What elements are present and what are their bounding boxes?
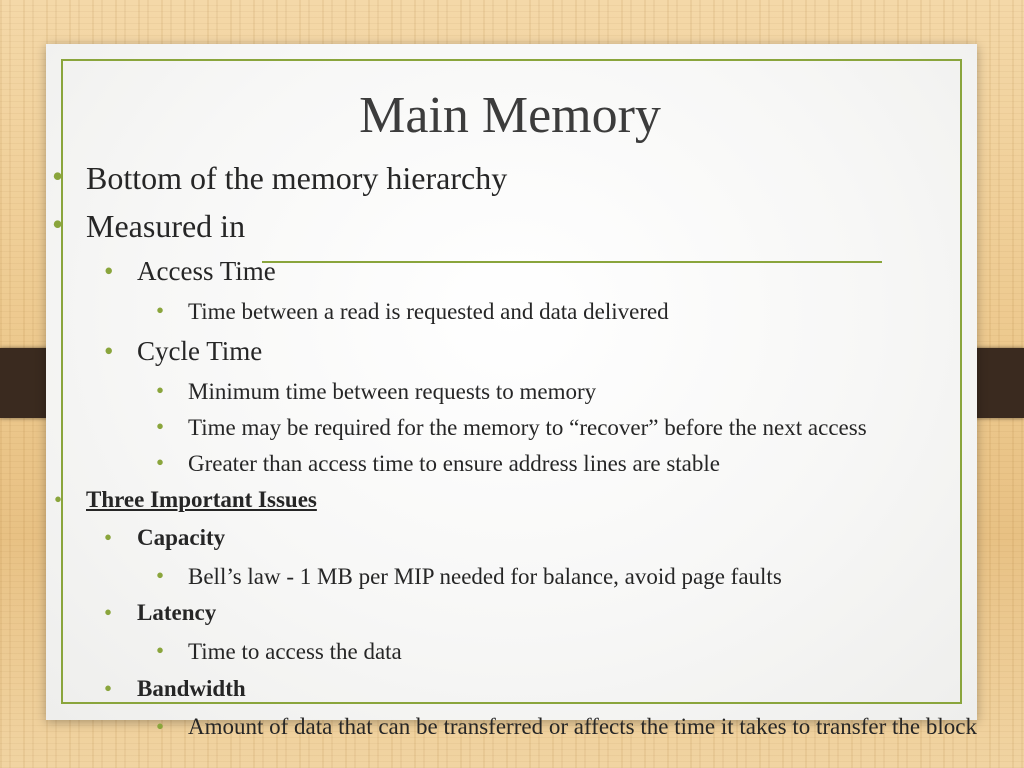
bullet-icon: • xyxy=(54,487,63,512)
bullet-item-level1: Measured in xyxy=(86,208,246,244)
slide-title: Main Memory xyxy=(359,87,661,144)
bullet-icon: • xyxy=(52,206,64,242)
bullet-icon: • xyxy=(104,256,114,286)
bullet-item-level3: Bell’s law - 1 MB per MIP needed for balance, avoid page faults xyxy=(188,564,782,589)
bullet-item-level3: Time may be required for the memory to “recover” before the next access xyxy=(188,415,867,440)
bullet-item-level3: Greater than access time to ensure address lines are stable xyxy=(188,451,720,476)
bullet-item-level3: Time to access the data xyxy=(188,639,402,664)
bullet-item-level2: Latency xyxy=(137,600,217,625)
bullet-icon: • xyxy=(104,525,113,550)
bullet-icon: • xyxy=(104,600,113,625)
bullet-icon: • xyxy=(156,563,165,588)
bullet-item-level3: Minimum time between requests to memory xyxy=(188,379,597,404)
bullet-item-level3: Amount of data that can be transferred or affects the time it takes to transfer the block xyxy=(188,714,977,739)
bullet-item-level2: Access Time xyxy=(137,256,276,286)
bullet-icon: • xyxy=(156,638,165,663)
bullet-item-level1-heading: Three Important Issues xyxy=(86,487,317,512)
bullet-icon: • xyxy=(104,336,114,366)
bullet-icon: • xyxy=(52,158,64,194)
bullet-item-level2: Cycle Time xyxy=(137,336,263,366)
bullet-item-level1: Bottom of the memory hierarchy xyxy=(86,160,508,196)
bullet-icon: • xyxy=(156,414,165,439)
bullet-icon: • xyxy=(156,450,165,475)
bullet-item-level2: Bandwidth xyxy=(137,676,246,701)
bullet-icon: • xyxy=(156,298,165,323)
bullet-icon: • xyxy=(156,714,165,739)
bullet-item-level3: Time between a read is requested and data delivered xyxy=(188,299,669,324)
bullet-icon: • xyxy=(104,676,113,701)
bullet-item-level2: Capacity xyxy=(137,525,226,550)
bullet-icon: • xyxy=(156,378,165,403)
